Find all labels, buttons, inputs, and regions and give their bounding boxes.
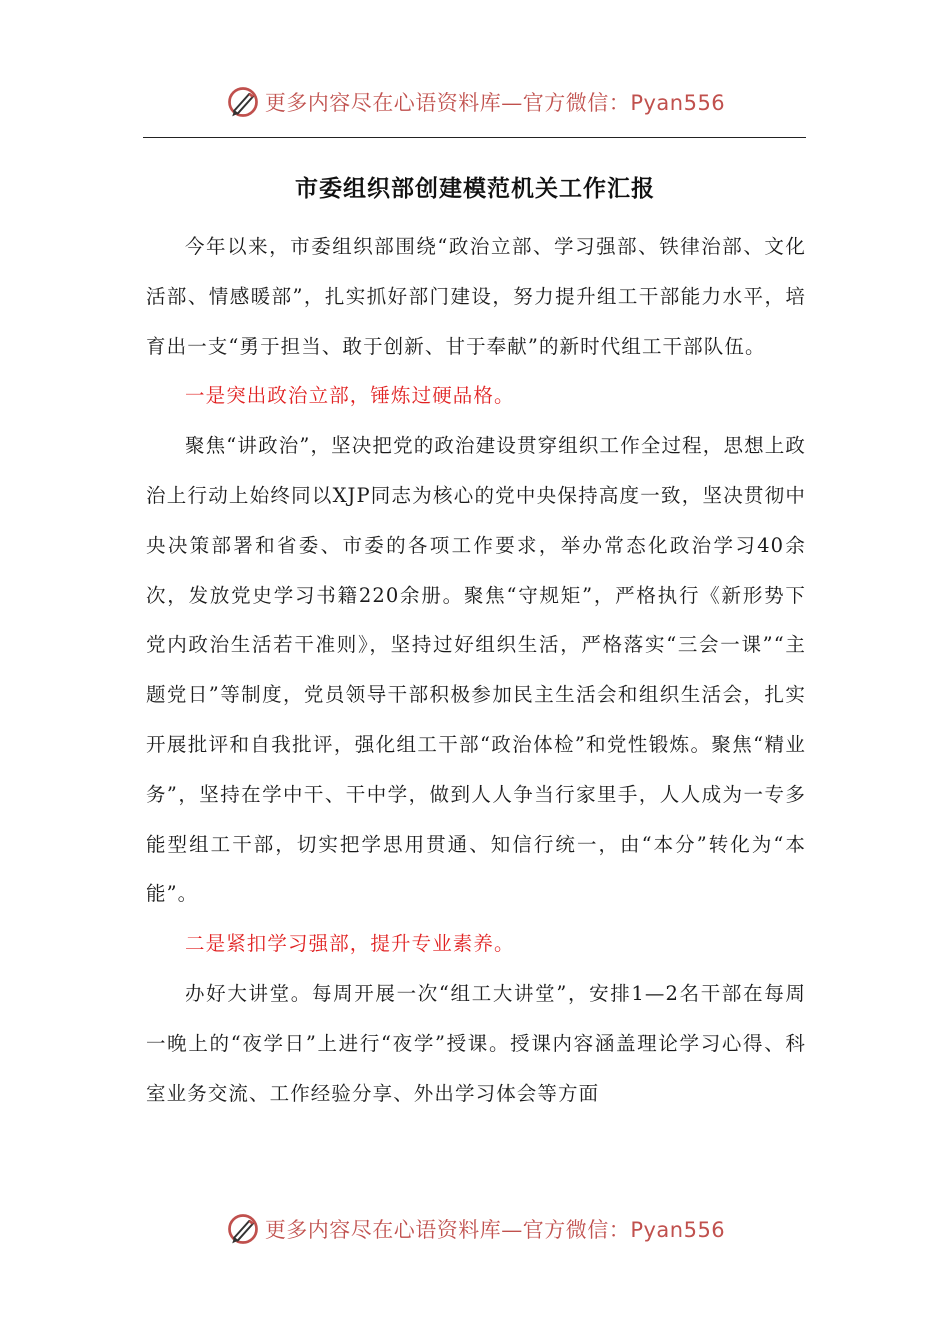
header-divider (143, 137, 806, 138)
footer-watermark-banner (0, 1209, 950, 1249)
paragraph: 今年以来，市委组织部围绕“政治立部、学习强部、铁律治部、文化活部、情感暖部”，扎实抓好部门建设，努力提升组工干部能力水平，培育出一支“勇于担当、敢于创新、甘于奉献”的新时代组工干部队伍。 (146, 235, 806, 358)
pen-logo-icon (225, 84, 261, 120)
paragraph: 办好大讲堂。每周开展一次“组工大讲堂”，安排1—2名干部在每周一晚上的“夜学日”上进行“夜学”授课。授课内容涵盖理论学习心得、科室业务交流、工作经验分享、外出学习体会等方面 (146, 981, 806, 1105)
watermark-text: 更多内容尽在心语资料库—官方微信：Pyan556 (264, 1218, 726, 1242)
section-heading: 一是突出政治立部，锤炼过硬品格。 (185, 384, 515, 408)
page-title: 市委组织部创建模范机关工作汇报 (295, 175, 655, 202)
header-watermark-banner (0, 82, 950, 122)
paragraph: 聚焦“讲政治”，坚决把党的政治建设贯穿组织工作全过程，思想上政治上行动上始终同以XJP同志为核心的党中央保持高度一致，坚决贯彻中央决策部署和省委、市委的各项工作要求，举办常态化政治学习40余次，发放党史学习书籍220余册。聚焦“守规矩”，严格执行《新形势下党内政治生活若干准则》，坚持过好组织生活，严格落实“三会一课”“主题党日”等制度，党员领导干部积极参加民主生活会和组织生活会，扎实开展批评和自我批评，强化组工干部“政治体检”和党性锻炼。聚焦“精业务”，坚持在学中干、干中学，做到人人争当行家里手，人人成为一专多能型组工干部，切实把学思用贯通、知信行统一，由“本分”转化为“本能”。 (146, 434, 806, 906)
section-heading: 二是紧扣学习强部，提升专业素养。 (185, 932, 515, 956)
pen-logo-icon (225, 1211, 261, 1247)
document-body (146, 222, 806, 1118)
watermark-text: 更多内容尽在心语资料库—官方微信：Pyan556 (264, 91, 726, 115)
